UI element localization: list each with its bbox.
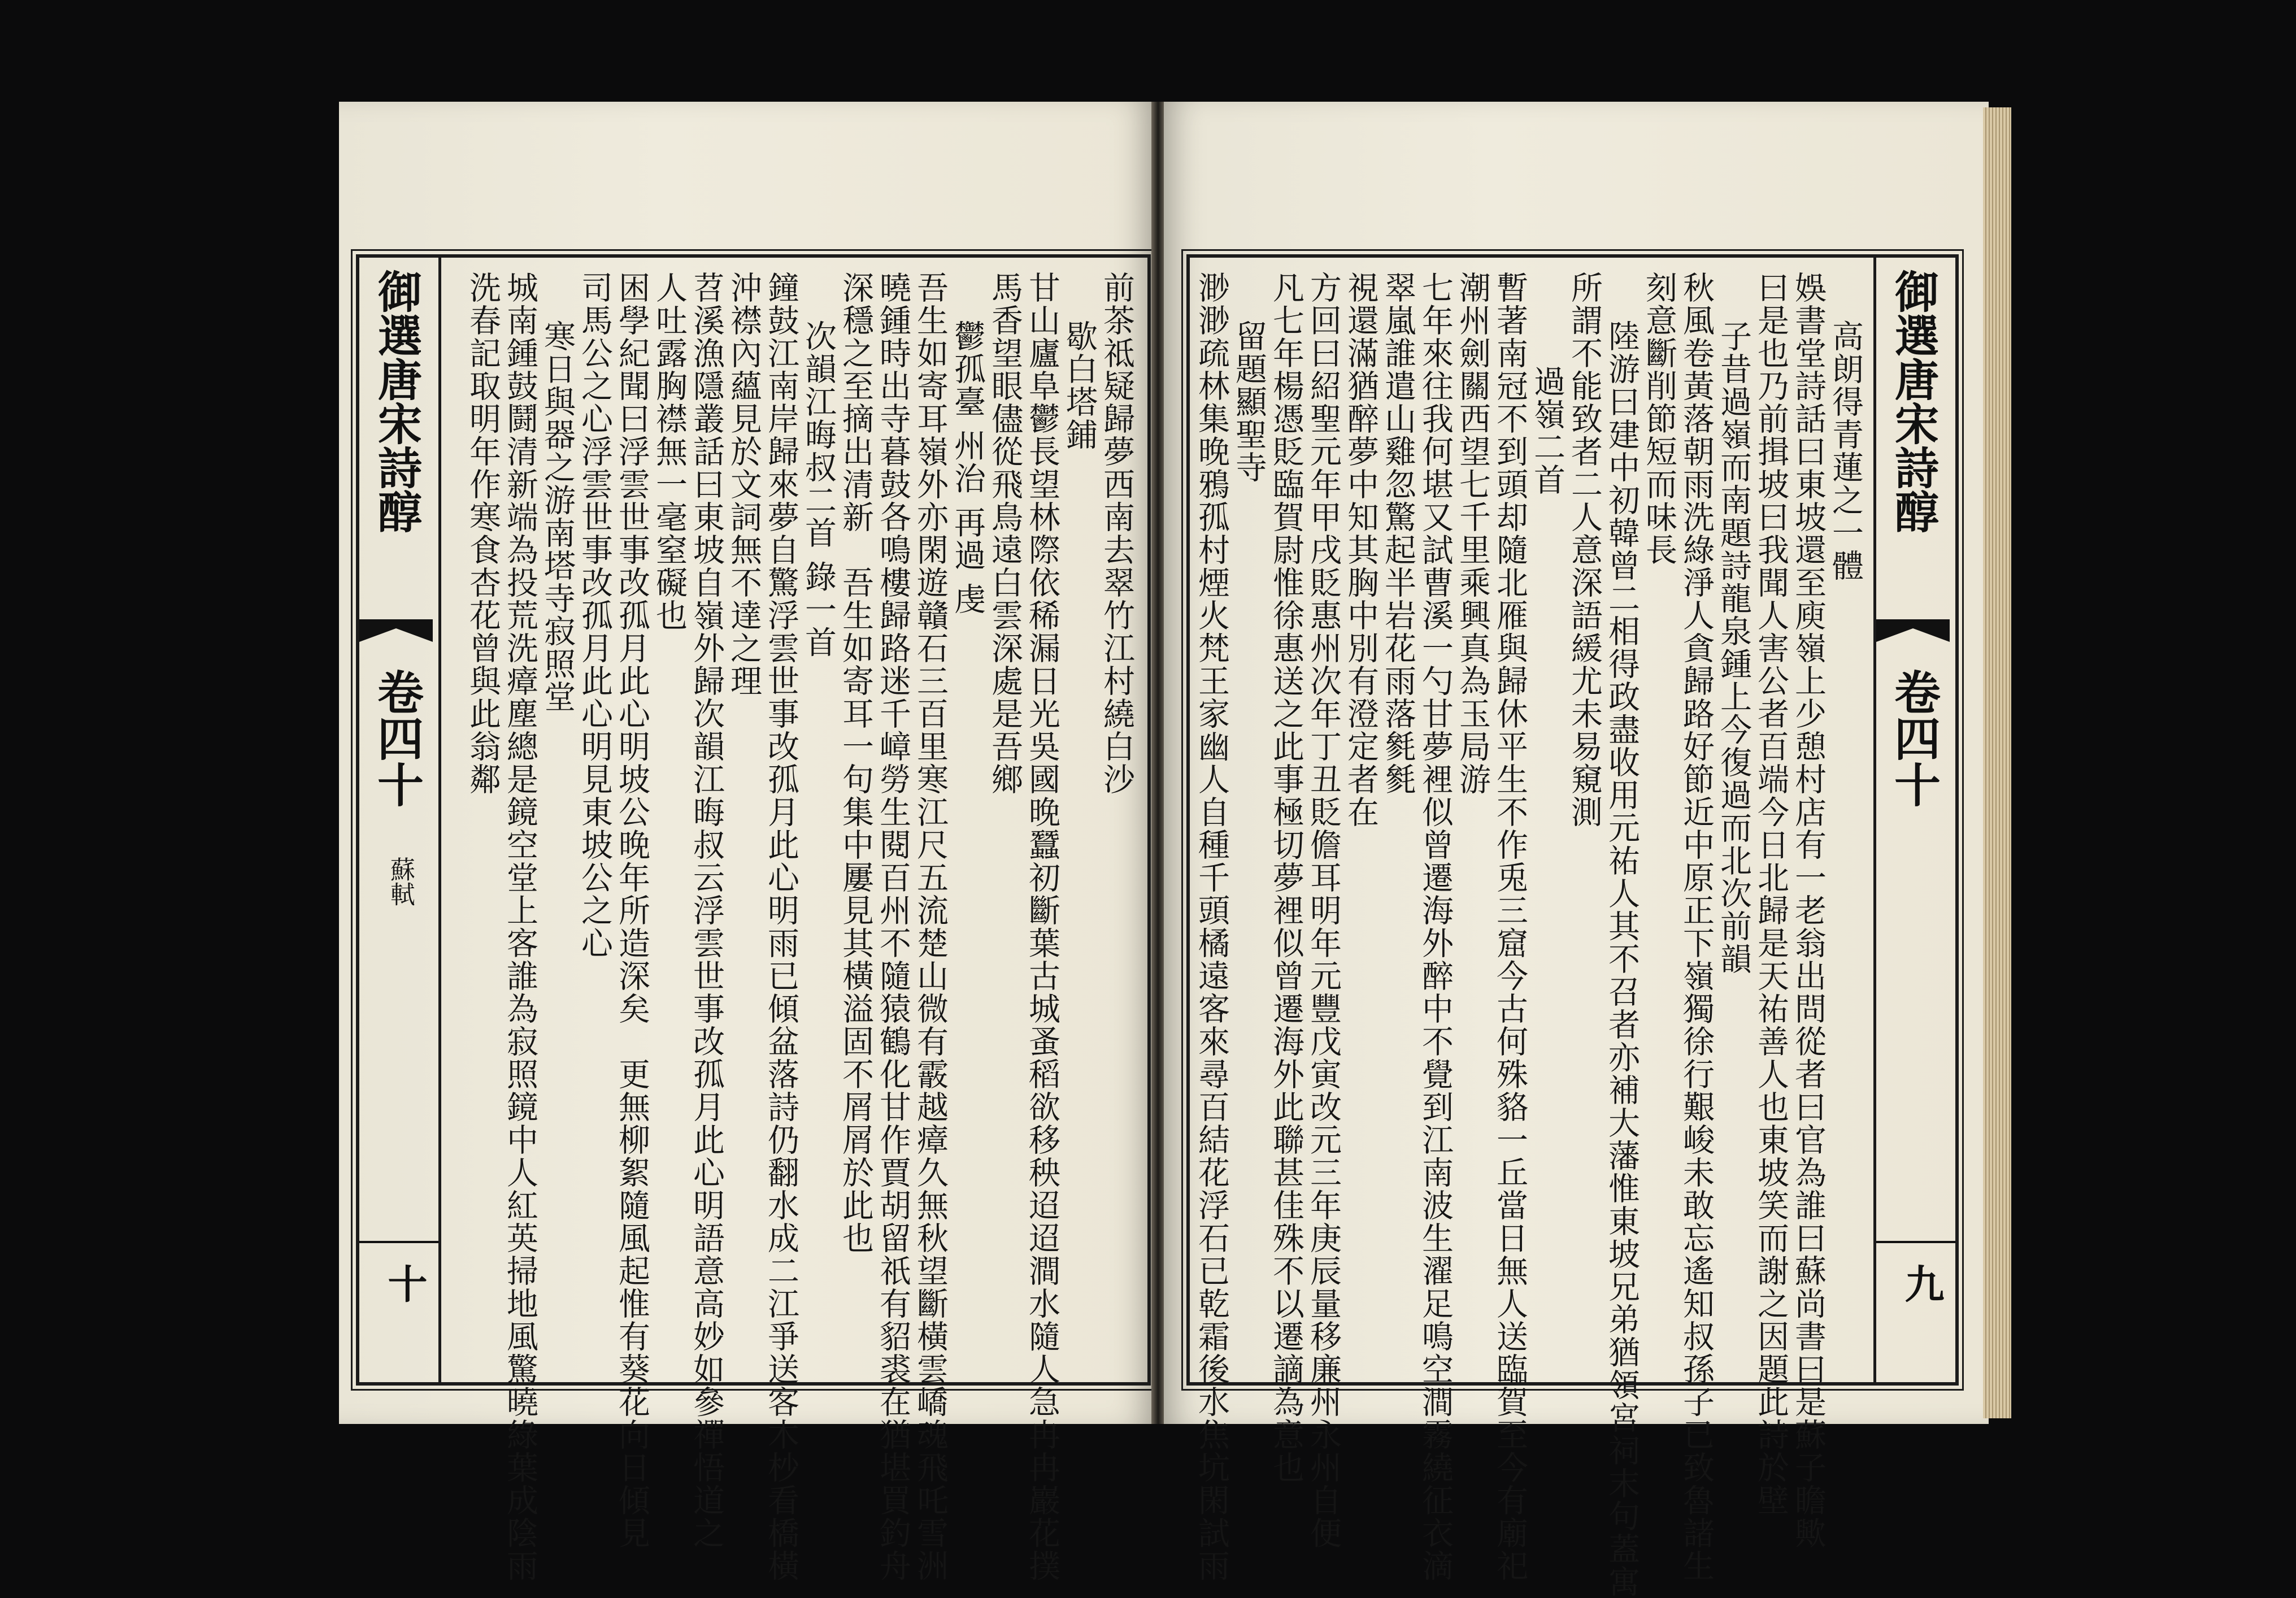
text-column: 吾生如寄耳嶺外亦閑遊贛石三百里寒江尺五流楚山微有霰越瘴久無秋望斷橫雲嶠魂飛吒雪洲 [912, 271, 949, 1582]
banner-author: 蘇軾 [386, 857, 415, 906]
left-page [339, 102, 1153, 1582]
text-column: 馬香望眼儘從飛鳥遠白雲深處是吾鄉 [986, 271, 1023, 796]
page-edges [1983, 107, 2011, 1418]
text-column: 司馬公之心浮雲世事改孤月此心明見東坡公之心 [576, 271, 613, 959]
text-column: 視還滿猶醉夢中知其胸中別有澄定者在 [1342, 271, 1379, 828]
text-column: 歇白塔鋪 [1061, 320, 1098, 451]
text-column: 暫著南冠不到頭却隨北雁與歸休平生不作兎三窟今古何殊貉一丘當日無人送臨賀至今有廟祀 [1491, 271, 1528, 1582]
text-column: 寒日與器之游南塔寺寂照堂 [539, 320, 576, 713]
text-column: 深穩之至摘出清新 吾生如寄耳一句集中屢見其橫溢固不屑屑於此也 [837, 271, 874, 1254]
text-column: 所謂不能致者二人意深語緩尤未易窺測 [1566, 271, 1603, 828]
text-column: 凡七年楊憑貶臨賀尉惟徐惠送之此事極切夢裡似曾遷海外此聯甚佳殊不以遷謫為意也 [1268, 271, 1304, 1484]
text-column: 鬱孤臺 州治 再過 虔 [949, 320, 986, 616]
text-column: 甘山廬阜鬱長望林際依稀漏日光吳國晚蠶初斷葉古城蚤稻欲移秧迢迢澗水隨人急冉冉巖花撲 [1024, 271, 1060, 1582]
text-column: 鐘鼓江南岸歸來夢自驚浮雲世事改孤月此心明雨已傾盆落詩仍翻水成二江爭送客木杪看橋橫 [763, 271, 799, 1582]
page-number: 十 [381, 1263, 428, 1303]
text-column: 娛書堂詩話曰東坡還至庾嶺上少憩村店有一老翁出問從者曰官為誰曰蘇尚書曰是蘇子瞻歟 [1790, 271, 1827, 1549]
text-column: 困學紀聞曰浮雲世事改孤月此心明坡公晚年所造深矣 更無柳絮隨風起惟有葵花向日傾見 [614, 271, 650, 1549]
text-column: 渺渺疏林集晚鴉孤村煙火梵王家幽人自種千頭橘遠客來尋百結花浮石已乾霜後水焦坑閑試雨 [1193, 271, 1230, 1582]
banner-title: 御選唐宋詩醇 [371, 269, 422, 533]
text-column: 人吐露胸襟無一毫窒礙也 [651, 271, 688, 632]
text-column: 過嶺二首 [1529, 365, 1566, 496]
left-page-banner [359, 258, 441, 1382]
text-column: 潮州劍關西望七千里乘興真為玉局游 [1454, 271, 1491, 796]
fishtail-ornament [359, 619, 433, 642]
text-column: 七年來往我何堪又試曹溪一勺甘夢裡似曾遷海外醉中不覺到江南波生濯足鳴空澗霧繞征衣滴 [1417, 271, 1454, 1582]
banner-title: 御選唐宋詩醇 [1888, 269, 1939, 533]
banner-volume: 卷四十 [369, 668, 424, 807]
text-column: 苕溪漁隱叢話曰東坡自嶺外歸次韻江晦叔云浮雲世事改孤月此心明語意高妙如參禪悟道之 [688, 271, 725, 1549]
text-column: 翠嵐誰遣山雞忽驚起半岩花雨落毿毿 [1380, 271, 1416, 796]
text-column: 子昔過嶺而南題詩龍泉鍾上今復過而北次前韻 [1715, 320, 1752, 975]
text-column: 前茶祗疑歸夢西南去翠竹江村繞白沙 [1098, 271, 1135, 796]
text-column: 曉鍾時出寺暮鼓各鳴樓歸路迷千嶂勞生閱百州不隨猿鶴化甘作賈胡留祇有貂裘在猶堪買釣舟 [875, 271, 911, 1582]
book-gutter [1151, 102, 1165, 1424]
text-column: 高朗得青蓮之一體 [1827, 320, 1864, 582]
open-book [339, 102, 2011, 1598]
text-column: 秋風卷黃落朝雨洗綠淨人貪歸路好節近中原正下嶺獨徐行艱峻未敢忘遙知叔孫子已致魯諸生 [1678, 271, 1715, 1582]
text-column: 方回曰紹聖元年甲戌貶惠州次年丁丑貶儋耳明年元豐戊寅改元三年庚辰量移廉州永州自便 [1305, 271, 1342, 1549]
text-column: 城南鍾鼓鬪清新端為投荒洗瘴塵總是鏡空堂上客誰為寂照鏡中人紅英掃地風驚曉綠葉成陰雨 [502, 271, 538, 1582]
text-column: 洗春記取明年作寒食杏花曾與此翁鄰 [464, 271, 501, 796]
page-number: 九 [1898, 1263, 1945, 1303]
text-column: 沖襟內蘊見於文詞無不達之理 [725, 271, 762, 697]
right-page-frame [1186, 254, 1959, 1598]
text-column: 陸游曰建中初韓曾二相得政盡收用元祐人其不召者亦補大藩惟東坡兄弟猶領宮祠末句蓋寓 [1603, 320, 1640, 1598]
text-column: 留題顯聖寺 [1230, 320, 1267, 484]
banner-rule [1876, 1241, 1955, 1243]
fishtail-ornament [1876, 619, 1950, 642]
text-column: 次韻江晦叔二首 錄一首 [800, 320, 837, 659]
text-column: 曰是也乃前揖坡曰我聞人害公者百端今日北歸是天祐善人也東坡笑而謝之因題此詩於壁 [1753, 271, 1789, 1517]
left-page-frame [356, 254, 1151, 1582]
banner-rule [359, 1241, 438, 1243]
text-column: 刻意斷削節短而味長 [1641, 271, 1677, 566]
right-page-banner [1873, 258, 1955, 1382]
banner-volume: 卷四十 [1886, 668, 1941, 807]
right-page [1164, 102, 1989, 1598]
